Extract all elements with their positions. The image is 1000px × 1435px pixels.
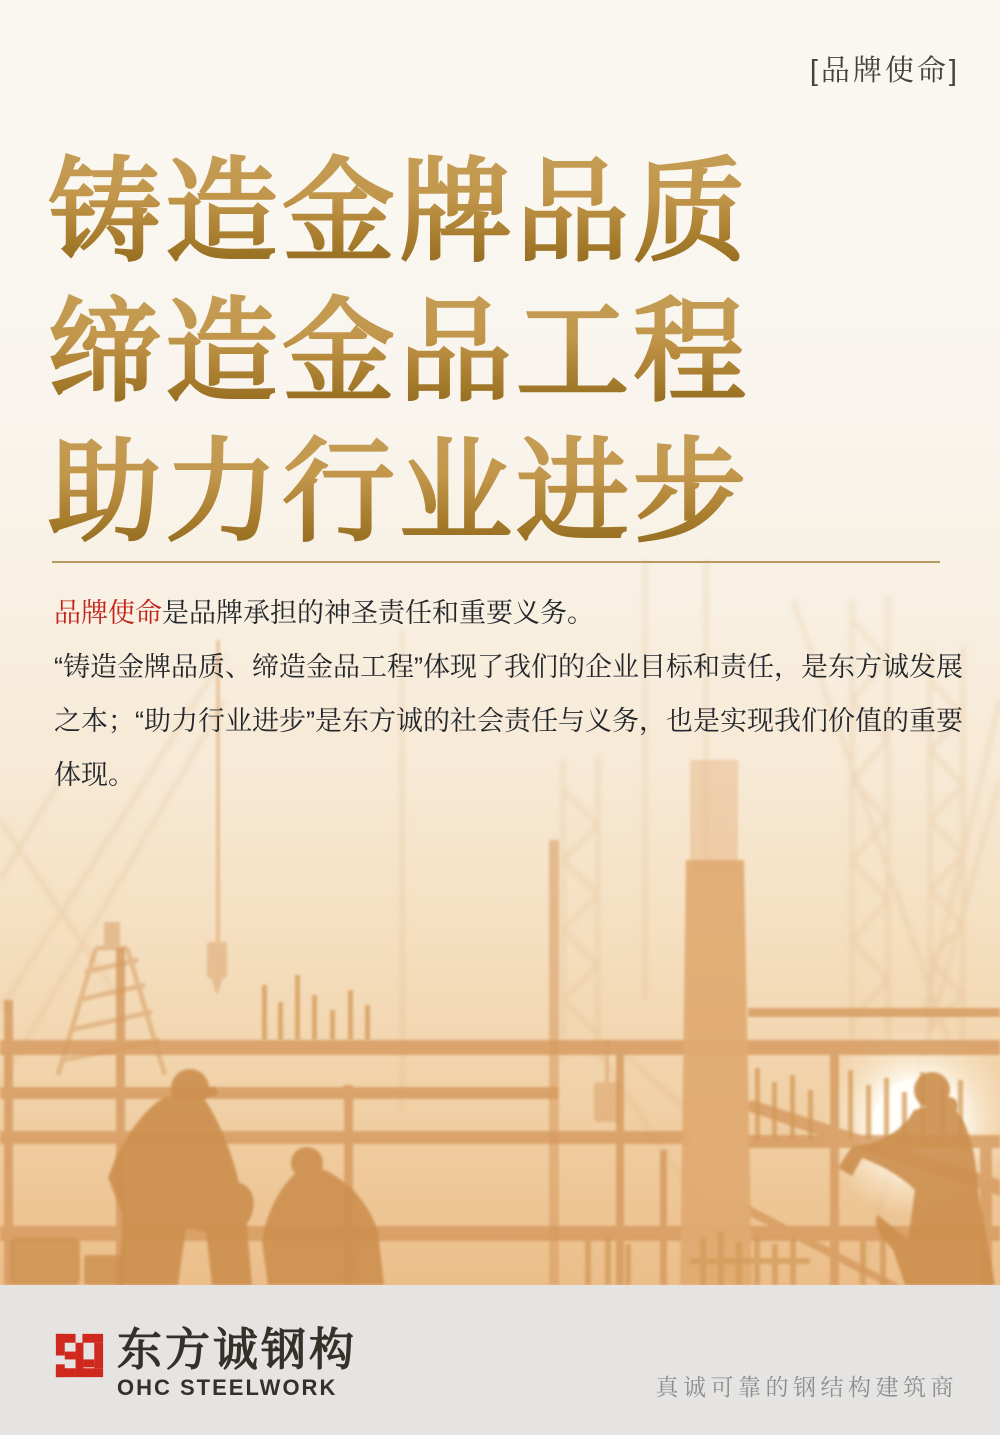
worker-silhouette-center bbox=[262, 1147, 384, 1285]
intro-line-3: 之本；“助力行业进步”是东方诚的社会责任与义务，也是实现我们价值的重要 bbox=[54, 706, 963, 736]
company-logotype bbox=[117, 1324, 358, 1400]
company-name-en: OHC STEELWORK bbox=[117, 1375, 338, 1400]
intro-line-2: “铸造金牌品质、缔造金品工程”体现了我们的企业目标和责任，是东方诚发展 bbox=[54, 652, 963, 682]
intro-lead-red: 品牌使命 bbox=[54, 598, 162, 628]
headline-line-1: 铸造金牌品质 bbox=[48, 142, 750, 282]
concrete-pillar bbox=[680, 760, 752, 1285]
worker-silhouette-left bbox=[108, 1069, 261, 1285]
footer-bar bbox=[0, 1285, 1000, 1435]
intro-paragraph bbox=[54, 586, 963, 802]
divider-rule bbox=[52, 561, 940, 563]
intro-line-1-rest: 是品牌承担的神圣责任和重要义务。 bbox=[162, 598, 594, 628]
equipment-blocks bbox=[10, 1238, 124, 1285]
headline bbox=[48, 142, 750, 562]
tall-pole bbox=[549, 840, 559, 1285]
intro-line-1 bbox=[54, 586, 954, 640]
headline-line-3: 助力行业进步 bbox=[48, 422, 750, 562]
ohc-logo-seal-icon bbox=[50, 1326, 109, 1385]
company-name-cn: 东方诚钢构 bbox=[117, 1324, 358, 1375]
brand-mission-tag: [品牌使命] bbox=[809, 55, 960, 87]
headline-line-2: 缔造金品工程 bbox=[48, 282, 750, 422]
footer-tagline: 真诚可靠的钢结构建筑商 bbox=[655, 1374, 958, 1400]
intro-line-4: 体现。 bbox=[54, 760, 135, 790]
